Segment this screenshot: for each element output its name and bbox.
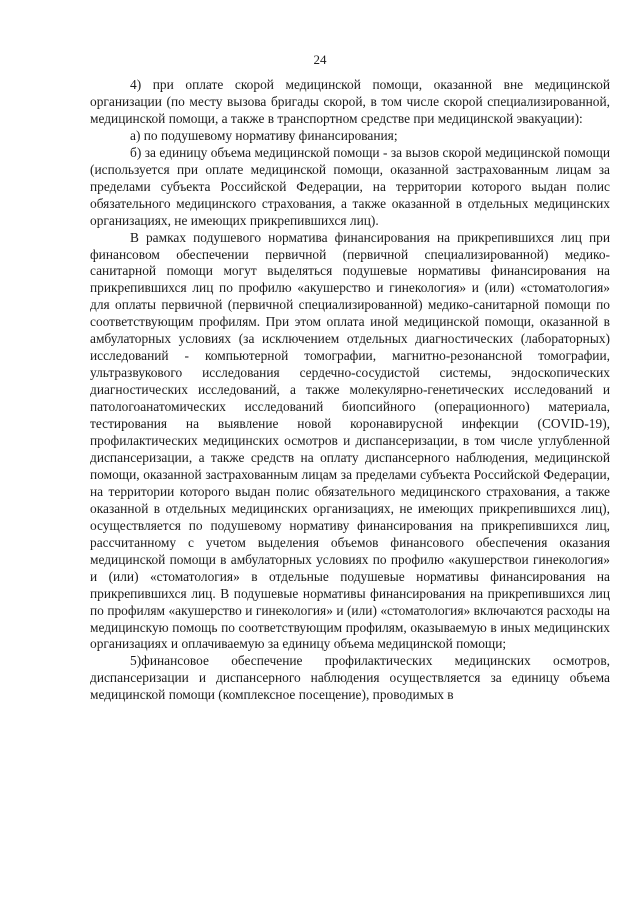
paragraph-subitem-a-per-capita: а) по подушевому нормативу финансирования; (130, 127, 398, 143)
paragraph-per-capita-norms: В рамках подушевого норматива финансирования на прикрепившихся лиц при финансовом обеспечении первичной (первичной специализированной) медико-санитарной помощи могут выделяться подушевые нормативы финансирования на прикрепившихся лиц по профилю «акушерство и гинекология» и (или) «стоматология» для оплаты первичной (первичной специализированной) медико-санитарной помощи по соответствующим профилям. При этом оплата иной медицинской помощи, оказанной в амбулаторных условиях (за исключением отдельных диагностических (лабораторных) исследований - компьютерной томографии, магнитно-резонансной томографии, ультразвукового исследования сердечно-сосудистой системы, эндоскопических диагностических исследований, а также молекулярно-генетических исследований и патологоанатомических исследований биопсийного (операционного) материала, тестирования на выявление новой коронавирусной инфекции (COVID-19), профилактических медицинских осмотров и диспансеризации, в том числе углубленной диспансеризации, а также средств на оплату диспансерного наблюдения, медицинской помощи, оказанной застрахованным лицам за пределами субъекта Российской Федерации, на территории которого выдан полис обязательного медицинского страхования, а также оказанной в отдельных медицинских организациях, не имеющих прикрепившихся лиц), осуществляется по подушевому нормативу финансирования на прикрепившихся лиц, рассчитанному с учетом выделения объемов финансового обеспечения оказания медицинской помощи в амбулаторных условиях по профилю «акушерствои гинекология» и (или) «стоматология» в отдельные подушевые нормативы финансирования на прикрепившихся лиц. В подушевые нормативы финансирования на прикрепившихся лиц по профилям «акушерство и гинекология» и (или) «стоматология» включаются расходы на медицинскую помощь по соответствующим профилям, оказываемую в иных медицинских организациях и оплачиваемую за единицу объема медицинской помощи; (90, 229, 610, 652)
document-body (90, 77, 610, 704)
paragraph-item-4-ambulance: 4) при оплате скорой медицинской помощи, оказанной вне медицинской организации (по месту вызова бригады скорой, в том числе скорой специализированной, медицинской помощи, а также в транспортном средстве при медицинской эвакуации): (90, 77, 610, 126)
page-number: 24 (313, 52, 327, 67)
paragraph-subitem-b-per-call: б) за единицу объема медицинской помощи - за вызов скорой медицинской помощи (используется при оплате медицинской помощи, оказанной застрахованным лицам за пределами субъекта Российской Федерации, на территории которого выдан полис обязательного медицинского страхования, а также оказанной в отдельных медицинских организациях, не имеющих прикрепившихся лиц). (90, 144, 610, 228)
paragraph-item-5-preventive-exams: 5)финансовое обеспечение профилактических медицинских осмотров, диспансеризации и диспансерного наблюдения осуществляется за единицу объема медицинской помощи (комплексное посещение), проводимых в (90, 653, 610, 703)
